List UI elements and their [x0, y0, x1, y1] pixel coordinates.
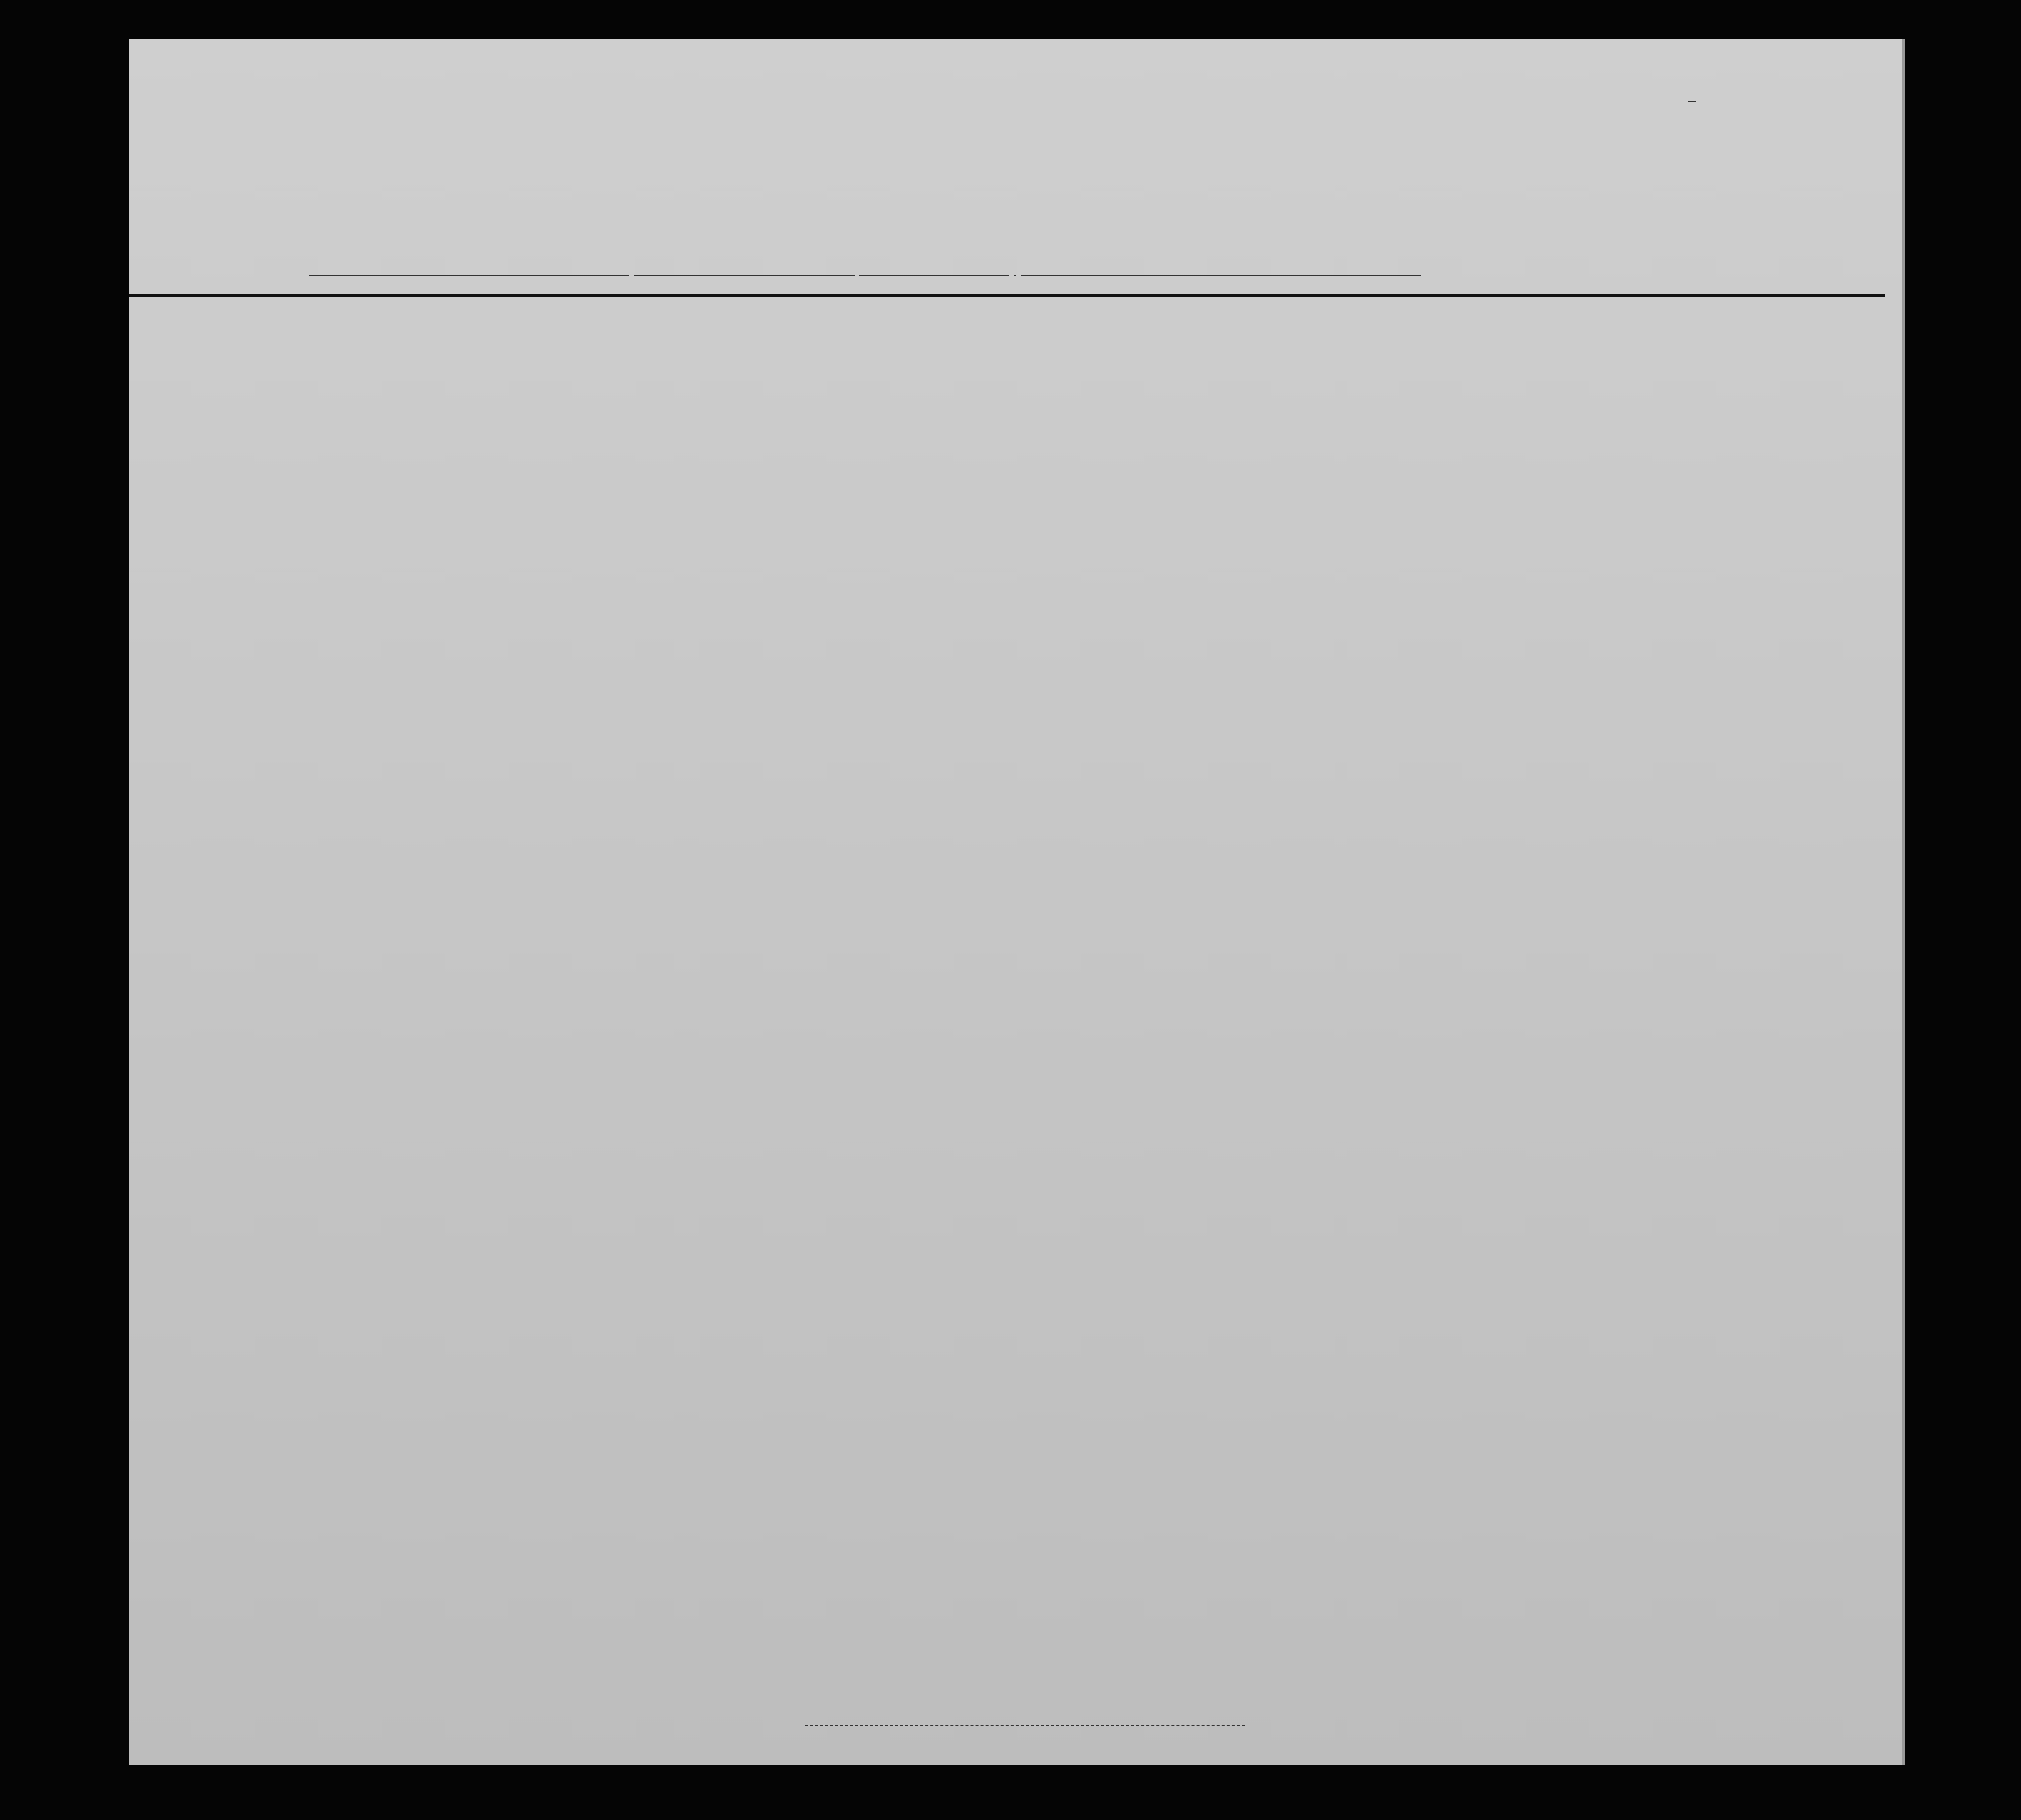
signature-line — [805, 1725, 1245, 1726]
sheet-value — [1688, 86, 1696, 102]
arrival-port — [634, 275, 855, 276]
arrival-year — [1014, 275, 1016, 276]
arrival-date — [859, 275, 1009, 276]
sheet-number — [1688, 85, 1696, 101]
manifest-sheet — [129, 39, 1905, 1765]
vessel-name — [309, 275, 629, 276]
table-top-rule — [129, 294, 1885, 297]
from-port — [1021, 275, 1421, 276]
vessel-line — [309, 259, 1421, 281]
